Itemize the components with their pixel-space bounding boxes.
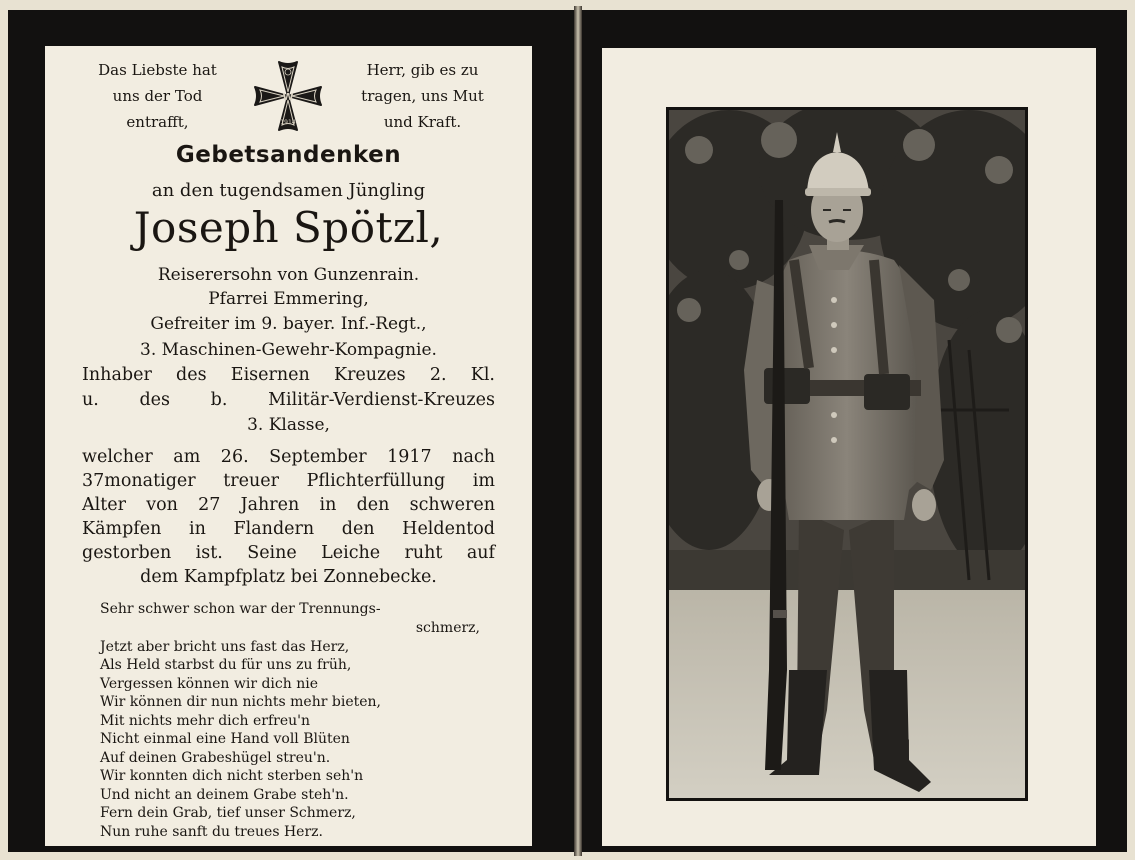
verse-line: tragen, uns Mut xyxy=(361,87,484,105)
verse-line: Das Liebste hat xyxy=(98,61,217,79)
detail-line: 3. Klasse, xyxy=(247,415,330,435)
paragraph-line: Kämpfen in Flandern den Heldentod xyxy=(82,519,495,539)
poem-line: Auf deinen Grabeshügel streu'n. xyxy=(100,750,331,766)
detail-line: Pfarrei Emmering, xyxy=(208,289,369,309)
soldier-portrait-image xyxy=(669,110,1025,798)
poem-line: Nicht einmal eine Hand voll Blüten xyxy=(100,731,350,747)
soldier-photograph xyxy=(666,107,1028,801)
paragraph-line: Alter von 27 Jahren in den schweren xyxy=(82,495,495,515)
verse-line: und Kraft. xyxy=(383,113,462,131)
poem-line: Und nicht an deinem Grabe steh'n. xyxy=(100,787,349,803)
poem-line: Wir können dir nun nichts mehr bieten, xyxy=(100,694,381,710)
poem-line: Sehr schwer schon war der Trennungs- xyxy=(100,601,381,617)
poem-line: Jetzt aber bricht uns fast das Herz, xyxy=(100,639,350,655)
verse-line: entrafft, xyxy=(126,113,189,131)
detail-line: Gefreiter im 9. bayer. Inf.-Regt., xyxy=(150,314,427,334)
poem-line: Nun ruhe sanft du treues Herz. xyxy=(100,824,323,840)
iron-cross-icon xyxy=(251,58,325,134)
cross-year: 1914 xyxy=(280,119,296,126)
poem-line: Als Held starbst du für uns zu früh, xyxy=(100,657,352,673)
detail-line: u. des b. Militär-Verdienst-Kreuzes xyxy=(82,390,495,410)
card-title: Gebetsandenken xyxy=(175,142,402,168)
poem-line: Vergessen können wir dich nie xyxy=(100,676,318,692)
paragraph-line: gestorben ist. Seine Leiche ruht auf xyxy=(82,543,495,563)
detail-line: Inhaber des Eisernen Kreuzes 2. Kl. xyxy=(82,365,495,385)
cross-letter: W xyxy=(282,92,294,103)
poem-line: Mit nichts mehr dich erfreu'n xyxy=(100,713,310,729)
card-fold xyxy=(574,6,582,856)
paragraph-line: welcher am 26. September 1917 nach xyxy=(82,447,495,467)
header-verse-left xyxy=(80,57,235,135)
poem-line: schmerz, xyxy=(415,620,480,636)
poem-line: Fern dein Grab, tief unser Schmerz, xyxy=(100,805,356,821)
verse-line: uns der Tod xyxy=(112,87,203,105)
paragraph-line: 37monatiger treuer Pflichterfüllung im xyxy=(82,471,495,491)
detail-line: Reiserersohn von Gunzenrain. xyxy=(157,265,420,285)
header-verse-right xyxy=(345,57,500,135)
detail-line: 3. Maschinen-Gewehr-Kompagnie. xyxy=(140,340,437,360)
verse-line: Herr, gib es zu xyxy=(366,61,479,79)
paragraph-line: dem Kampfplatz bei Zonnebecke. xyxy=(140,567,437,587)
poem-line: Wir konnten dich nicht sterben seh'n xyxy=(100,768,364,784)
deceased-name: Joseph Spötzl, xyxy=(133,203,444,252)
card-subtitle: an den tugendsamen Jüngling xyxy=(151,180,426,201)
